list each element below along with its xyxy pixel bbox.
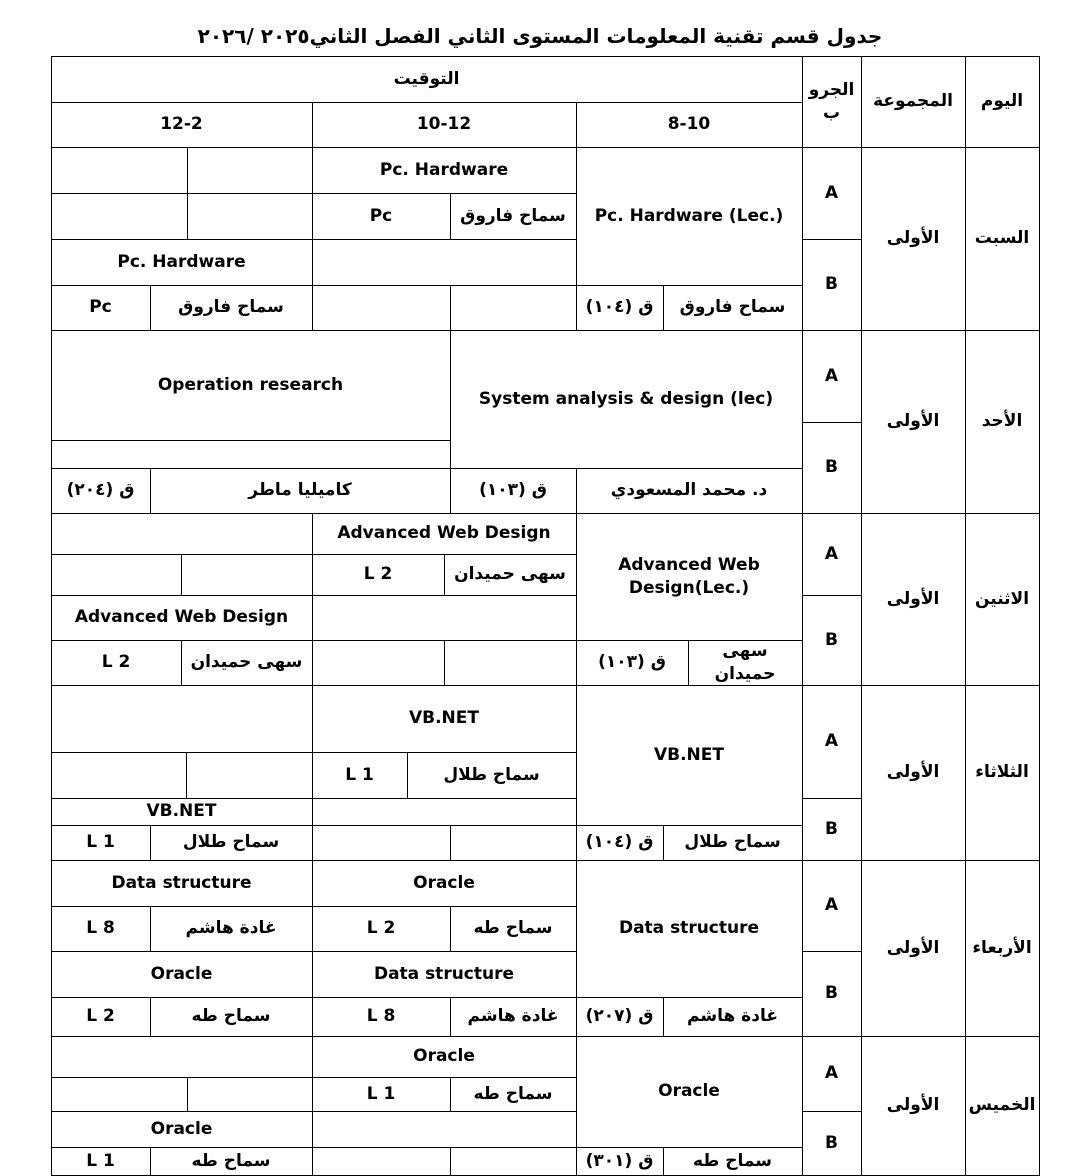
sun-section-b: B (802, 422, 862, 514)
header-timing: التوقيت (51, 56, 803, 103)
wed-day: الأربعاء (965, 860, 1040, 1037)
tue-empty-6 (450, 825, 577, 861)
mon-empty-4 (312, 595, 577, 641)
thu-empty-6 (450, 1147, 577, 1176)
thu-empty-4 (312, 1111, 577, 1148)
thu-empty-5 (312, 1147, 451, 1176)
thu-b-lab-subject: Oracle (51, 1111, 313, 1148)
thu-lecture-instructor: سماح طه (663, 1147, 803, 1176)
mon-a-lab-room: L 2 (312, 554, 445, 596)
sun-or-subject: Operation research (51, 330, 451, 441)
sat-lecture-instructor: سماح فاروق (663, 285, 803, 331)
thu-group: الأولى (861, 1036, 966, 1176)
wed-b-ds-instructor: غادة هاشم (450, 997, 577, 1037)
mon-lecture-subject: Advanced Web Design(Lec.) (576, 513, 803, 641)
sun-or-space (51, 440, 451, 469)
sat-a-lab-subject: Pc. Hardware (312, 147, 577, 194)
wed-a-ds-room: L 8 (51, 906, 151, 952)
tue-empty-2 (186, 752, 313, 799)
header-slot-10-12: 10-12 (312, 102, 577, 148)
wed-lecture-room: ق (٢٠٧) (576, 997, 664, 1037)
sat-empty-1 (187, 147, 313, 194)
wed-section-a: A (802, 860, 862, 952)
sat-empty-2 (51, 147, 188, 194)
sat-b-lab-room: Pc (51, 285, 151, 331)
mon-a-lab-subject: Advanced Web Design (312, 513, 577, 555)
sun-or-instructor: كاميليا ماطر (150, 468, 451, 514)
table-border (51, 56, 52, 1175)
wed-lecture-subject: Data structure (576, 860, 803, 998)
sat-lecture-subject: Pc. Hardware (Lec.) (576, 147, 803, 286)
mon-b-lab-subject: Advanced Web Design (51, 595, 313, 641)
mon-group: الأولى (861, 513, 966, 686)
mon-day: الاثنين (965, 513, 1040, 686)
sat-group: الأولى (861, 147, 966, 331)
tue-lecture-room: ق (١٠٤) (576, 825, 664, 861)
tue-empty-3 (51, 752, 187, 799)
sat-empty-6 (312, 285, 451, 331)
wed-a-oracle-room: L 2 (312, 906, 451, 952)
thu-day: الخميس (965, 1036, 1040, 1176)
wed-b-ds-room: L 8 (312, 997, 451, 1037)
sat-section-b: B (802, 239, 862, 331)
thu-empty-2 (187, 1077, 313, 1112)
page-title: جدول قسم تقنية المعلومات المستوى الثاني الفصل الثاني٢٠٢٥ /٢٠٢٦ (197, 24, 883, 48)
mon-empty-6 (444, 640, 577, 686)
wed-b-oracle-instructor: سماح طه (150, 997, 313, 1037)
thu-b-lab-room: L 1 (51, 1147, 151, 1176)
sat-lecture-room: ق (١٠٤) (576, 285, 664, 331)
thu-empty-3 (51, 1077, 188, 1112)
thu-a-lab-instructor: سماح طه (450, 1077, 577, 1112)
mon-section-b: B (802, 595, 862, 686)
wed-b-oracle-room: L 2 (51, 997, 151, 1037)
header-section: الجرو ب (802, 56, 862, 148)
tue-b-lab-room: L 1 (51, 825, 151, 861)
header-slot-8-10: 8-10 (576, 102, 803, 148)
wed-a-oracle-subject: Oracle (312, 860, 577, 907)
tue-b-lab-instructor: سماح طلال (150, 825, 313, 861)
sun-or-room: ق (٢٠٤) (51, 468, 151, 514)
thu-section-b: B (802, 1111, 862, 1176)
sun-section-a: A (802, 330, 862, 423)
tue-a-lab-instructor: سماح طلال (407, 752, 577, 799)
mon-b-lab-room: L 2 (51, 640, 182, 686)
mon-empty-3 (51, 554, 182, 596)
sat-section-a: A (802, 147, 862, 240)
tue-b-lab-subject: VB.NET (51, 798, 313, 826)
thu-b-lab-instructor: سماح طه (150, 1147, 313, 1176)
mon-empty-1 (51, 513, 313, 555)
sat-empty-5 (312, 239, 577, 286)
wed-a-ds-instructor: غادة هاشم (150, 906, 313, 952)
tue-section-a: A (802, 685, 862, 799)
sat-b-lab-instructor: سماح فاروق (150, 285, 313, 331)
thu-empty-1 (51, 1036, 313, 1078)
thu-a-lab-subject: Oracle (312, 1036, 577, 1078)
sat-a-lab-instructor: سماح فاروق (450, 193, 577, 240)
header-slot-12-2: 12-2 (51, 102, 313, 148)
wed-b-oracle-subject: Oracle (51, 951, 313, 998)
mon-empty-2 (181, 554, 313, 596)
mon-section-a: A (802, 513, 862, 596)
tue-lecture-instructor: سماح طلال (663, 825, 803, 861)
thu-lecture-subject: Oracle (576, 1036, 803, 1148)
sun-sa-room: ق (١٠٣) (450, 468, 577, 514)
thu-a-lab-room: L 1 (312, 1077, 451, 1112)
sun-sa-instructor: د. محمد المسعودي (576, 468, 803, 514)
tue-group: الأولى (861, 685, 966, 861)
thu-section-a: A (802, 1036, 862, 1112)
sun-sa-subject: System analysis & design (lec) (450, 330, 803, 469)
wed-a-oracle-instructor: سماح طه (450, 906, 577, 952)
wed-group: الأولى (861, 860, 966, 1037)
tue-empty-5 (312, 825, 451, 861)
tue-a-lab-room: L 1 (312, 752, 408, 799)
sat-a-lab-room: Pc (312, 193, 451, 240)
tue-day: الثلاثاء (965, 685, 1040, 861)
tue-lecture-subject: VB.NET (576, 685, 803, 826)
mon-lecture-instructor: سهى حميدان (688, 640, 803, 686)
mon-a-lab-instructor: سهى حميدان (444, 554, 577, 596)
mon-b-lab-instructor: سهى حميدان (181, 640, 313, 686)
sat-day: السبت (965, 147, 1040, 331)
table-border (51, 56, 1040, 57)
sun-day: الأحد (965, 330, 1040, 514)
sat-empty-7 (450, 285, 577, 331)
tue-empty-1 (51, 685, 313, 753)
header-group: المجموعة (861, 56, 966, 148)
mon-empty-5 (312, 640, 445, 686)
thu-lecture-room: ق (٣٠١) (576, 1147, 664, 1176)
sat-empty-3 (187, 193, 313, 240)
wed-section-b: B (802, 951, 862, 1037)
tue-section-b: B (802, 798, 862, 861)
header-day: اليوم (965, 56, 1040, 148)
sat-empty-4 (51, 193, 188, 240)
tue-a-lab-subject: VB.NET (312, 685, 577, 753)
wed-a-ds-subject: Data structure (51, 860, 313, 907)
sun-group: الأولى (861, 330, 966, 514)
tue-empty-4 (312, 798, 577, 826)
sat-b-lab-subject: Pc. Hardware (51, 239, 313, 286)
wed-b-ds-subject: Data structure (312, 951, 577, 998)
wed-lecture-instructor: غادة هاشم (663, 997, 803, 1037)
mon-lecture-room: ق (١٠٣) (576, 640, 689, 686)
